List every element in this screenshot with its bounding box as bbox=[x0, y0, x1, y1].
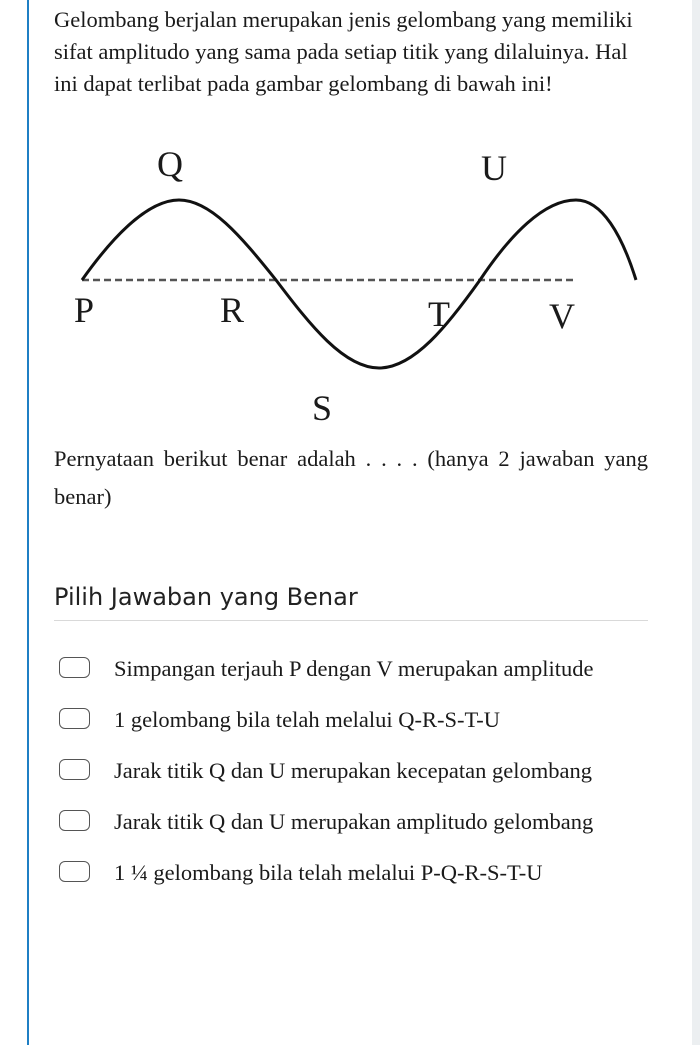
answer-section-title: Pilih Jawaban yang Benar bbox=[54, 583, 358, 611]
wave-diagram bbox=[54, 140, 648, 440]
option-checkbox[interactable] bbox=[59, 759, 90, 780]
answer-option[interactable] bbox=[54, 701, 648, 739]
answer-option[interactable] bbox=[54, 650, 648, 688]
label-r: R bbox=[219, 290, 245, 330]
section-divider bbox=[54, 620, 648, 621]
left-accent-rule bbox=[27, 0, 29, 1045]
label-q: Q bbox=[157, 144, 183, 184]
label-u: U bbox=[481, 148, 507, 188]
option-checkbox[interactable] bbox=[59, 708, 90, 729]
answer-options bbox=[54, 650, 648, 905]
label-s: S bbox=[311, 388, 333, 428]
answer-option[interactable] bbox=[54, 803, 648, 841]
option-label: 1 ¼ gelombang bila telah melalui P-Q-R-S-T-U bbox=[114, 860, 543, 885]
answer-option[interactable] bbox=[54, 854, 648, 892]
wave-figure bbox=[54, 140, 648, 440]
label-t: T bbox=[428, 294, 450, 334]
answer-option[interactable] bbox=[54, 752, 648, 790]
option-checkbox[interactable] bbox=[59, 861, 90, 882]
option-label: 1 gelombang bila telah melalui Q-R-S-T-U bbox=[114, 707, 500, 732]
label-v: V bbox=[549, 296, 575, 336]
question-statement: Pernyataan berikut benar adalah . . . . (hanya 2 jawaban yang benar) bbox=[54, 446, 648, 509]
option-label: Jarak titik Q dan U merupakan kecepatan gelombang bbox=[114, 758, 592, 783]
option-checkbox[interactable] bbox=[59, 657, 90, 678]
wave-curve bbox=[82, 200, 636, 368]
question-text: Gelombang berjalan merupakan jenis gelombang yang memiliki sifat amplitudo yang sama pada setiap titik yang dilaluinya. Hal ini dapat terlibat pada gambar gelombang di bawah ini! bbox=[54, 7, 633, 96]
option-checkbox[interactable] bbox=[59, 810, 90, 831]
scrollbar-track[interactable] bbox=[692, 0, 700, 1045]
label-p: P bbox=[73, 290, 95, 330]
option-label: Jarak titik Q dan U merupakan amplitudo gelombang bbox=[114, 809, 594, 834]
option-label: Simpangan terjauh P dengan V merupakan amplitude bbox=[114, 656, 594, 681]
